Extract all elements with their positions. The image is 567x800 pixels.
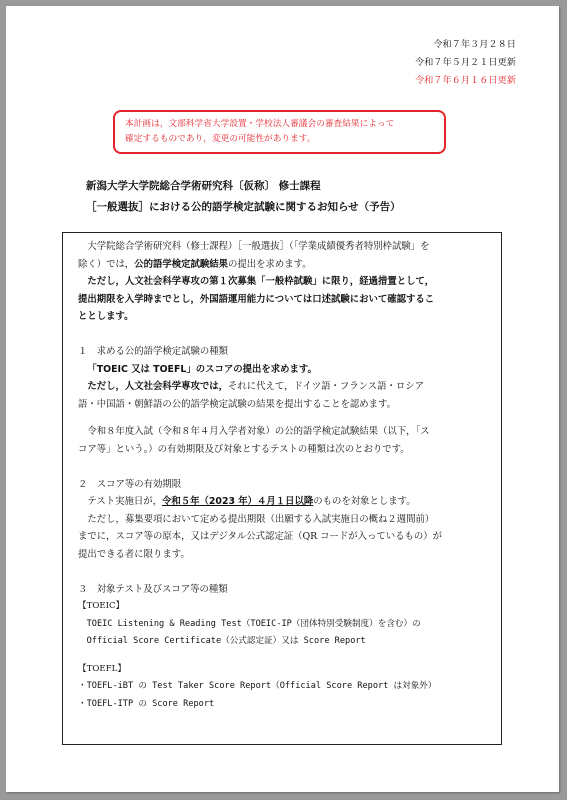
intro-paragraph-2-end: ととします。	[78, 311, 134, 323]
intro-text: の提出を求めます。	[228, 258, 312, 270]
section-1-heading: １ 求める公的語学検定試験の種類	[78, 345, 229, 357]
intro-paragraph-2: ただし，人文社会科学専攻の第１次募集「一般枠試験」に限り，経過措置として，	[87, 276, 435, 288]
intro-paragraph-2-cont: 提出期限を入学時までとし，外国語運用能力については口述試験において確認するこ	[78, 293, 435, 305]
intro-paragraph-1-cont	[78, 256, 490, 274]
toefl-label: 【TOEFL】	[78, 663, 126, 674]
toefl-line-2: ・TOEFL-ITP の Score Report	[78, 699, 215, 710]
toeic-line-2: Official Score Certificate（公式認定証）又は Score Report	[86, 636, 366, 647]
updated-date-2: 令和７年６月１６日更新	[414, 75, 516, 86]
section-2-date-emphasis: 令和５年（2023 年）４月１日以降	[162, 496, 314, 508]
toeic-label: 【TOEIC】	[78, 601, 125, 612]
date-block	[415, 36, 516, 90]
section-2-text: のものを対象とします。	[313, 496, 416, 508]
section-1-emphasis: ただし，人文社会科学専攻では，	[87, 381, 229, 393]
section-1-line-3: 語・中国語・朝鮮語の公的語学検定試験の結果を提出することを認めます。	[78, 398, 397, 410]
section-2-line-4: 提出できる者に限ります。	[78, 548, 190, 560]
section-1-line-5: コア等」という。）の有効期限及び対象とするテストの種類は次のとおりです。	[78, 443, 410, 455]
notice-line-1: 本計画は，文部科学省大学設置・学校法人審議会の審査結果によって	[125, 119, 395, 129]
notice-line-2: 確定するものであり，変更の可能性があります。	[125, 134, 316, 144]
section-2-line-1	[78, 493, 490, 511]
section-1-text: それに代えて，ドイツ語・フランス語・ロシア	[228, 381, 424, 393]
document-title	[86, 176, 401, 218]
section-1-line-4: 令和８年度入試（令和８年４月入学者対象）の公的語学検定試験結果（以下，「ス	[87, 426, 430, 438]
section-2-heading: ２ スコア等の有効期限	[78, 478, 182, 490]
updated-date-1: 令和７年５月２１日更新	[414, 57, 516, 68]
section-2-line-3: までに，スコア等の原本，又はデジタル公式認定証（QR コードが入っているもの）が	[78, 531, 443, 543]
document-body	[78, 238, 490, 714]
intro-paragraph-1	[78, 238, 490, 256]
section-2-line-2: ただし，募集要項において定める提出期限（出願する入試実施日の概ね２週間前）	[87, 513, 435, 525]
title-line-2: ［一般選抜］における公的語学検定試験に関するお知らせ（予告）	[86, 201, 401, 213]
intro-emphasis: 公的語学検定試験結果	[134, 258, 229, 270]
notice-box	[113, 110, 446, 154]
section-2-text: テスト実施日が，	[87, 496, 163, 508]
title-line-1: 新潟大学大学院総合学術研究科〔仮称〕 修士課程	[86, 180, 321, 192]
issued-date: 令和７年３月２８日	[433, 39, 516, 50]
intro-text: 大学院総合学術研究科（修士課程）［一般選抜］（「学業成績優秀者特別枠試験」を	[87, 241, 430, 252]
intro-text: 除く）では，	[78, 258, 135, 270]
toeic-line-1: TOEIC Listening & Reading Test（TOEIC-IP（団体特別受験制度）を含む）の	[86, 618, 421, 629]
section-1-line-1: 「TOEIC 又は TOEFL」のスコアの提出を求めます。	[87, 363, 317, 375]
section-3-heading: ３ 対象テスト及びスコア等の種類	[78, 583, 228, 595]
section-1-line-2	[78, 378, 490, 396]
toefl-line-1: ・TOEFL-iBT の Test Taker Score Report（Official Score Report は対象外）	[78, 681, 437, 692]
